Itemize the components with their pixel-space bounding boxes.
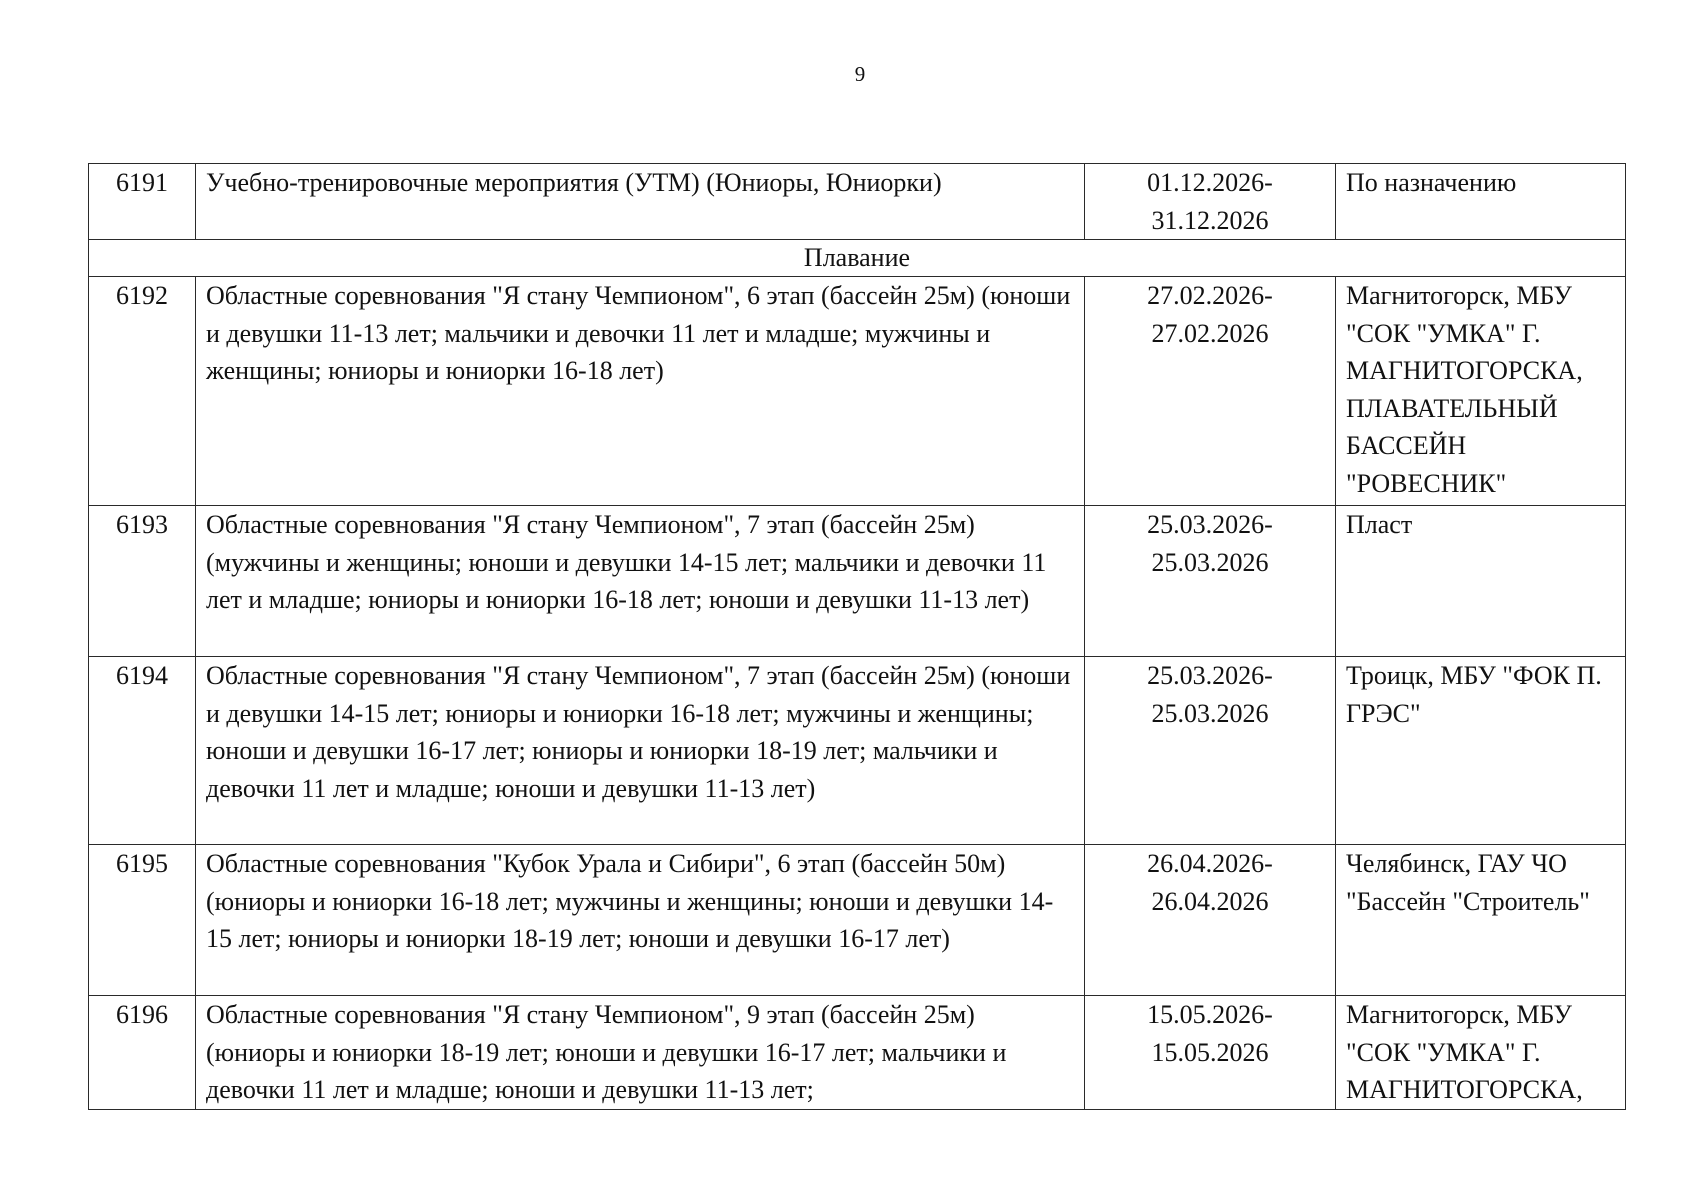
event-place: Троицк, МБУ "ФОК П. ГРЭС" [1336,657,1626,845]
table-row [89,277,1626,506]
date-from: 25.03.2026- [1147,661,1273,690]
event-place: По назначению [1336,164,1626,240]
date-to: 31.12.2026 [1151,205,1269,235]
event-description: Учебно-тренировочные мероприятия (УТМ) (Юниоры, Юниорки) [196,164,1085,240]
table-row [89,164,1626,240]
date-from: 27.02.2026- [1147,281,1273,310]
event-dates [1085,657,1336,845]
event-place: Магнитогорск, МБУ "СОК "УМКА" Г. МАГНИТОГОРСКА, ПЛАВАТЕЛЬНЫЙ БАССЕЙН "РОВЕСНИК" [1336,277,1626,506]
date-from: 26.04.2026- [1147,849,1273,878]
page-number: 9 [854,62,866,86]
table-row [89,506,1626,657]
event-description: Областные соревнования "Я стану Чемпионом", 7 этап (бассейн 25м) (юноши и девушки 14-15 лет; юниоры и юниорки 16-18 лет; мужчины и женщины; юноши и девушки 16-17 лет; юниоры и юниорки 18-19 лет; мальчики и девочки 11 лет и младше; юноши и девушки 11-13 лет) [196,657,1085,845]
event-dates [1085,996,1336,1110]
event-number: 6195 [89,845,196,996]
event-number: 6194 [89,657,196,845]
event-description: Областные соревнования "Я стану Чемпионом", 6 этап (бассейн 25м) (юноши и девушки 11-13 лет; мальчики и девочки 11 лет и младше; мужчины и женщины; юниоры и юниорки 16-18 лет) [196,277,1085,506]
date-to: 25.03.2026 [1151,698,1269,728]
date-to: 15.05.2026 [1151,1037,1269,1067]
table-row [89,657,1626,845]
event-dates [1085,845,1336,996]
event-dates [1085,277,1336,506]
date-to: 27.02.2026 [1151,318,1269,348]
event-number: 6196 [89,996,196,1110]
event-description: Областные соревнования "Я стану Чемпионом", 9 этап (бассейн 25м) (юниоры и юниорки 18-19 лет; юноши и девушки 16-17 лет; мальчики и девочки 11 лет и младше; юноши и девушки 11-13 лет; [196,996,1085,1110]
event-place: Магнитогорск, МБУ "СОК "УМКА" Г. МАГНИТОГОРСКА, [1336,996,1626,1110]
date-from: 15.05.2026- [1147,1000,1273,1029]
date-from: 01.12.2026- [1147,168,1273,197]
event-number: 6192 [89,277,196,506]
events-table [88,163,1626,1110]
event-dates [1085,506,1336,657]
date-to: 25.03.2026 [1151,547,1269,577]
section-header-row [89,240,1626,277]
event-number: 6193 [89,506,196,657]
event-place: Челябинск, ГАУ ЧО "Бассейн "Строитель" [1336,845,1626,996]
table-row [89,996,1626,1110]
event-place: Пласт [1336,506,1626,657]
date-to: 26.04.2026 [1151,886,1269,916]
event-description: Областные соревнования "Кубок Урала и Сибири", 6 этап (бассейн 50м) (юниоры и юниорки 16-18 лет; мужчины и женщины; юноши и девушки 14-15 лет; юниоры и юниорки 18-19 лет; юноши и девушки 16-17 лет) [196,845,1085,996]
section-title: Плавание [89,240,1626,277]
event-number: 6191 [89,164,196,240]
table-row [89,845,1626,996]
event-description: Областные соревнования "Я стану Чемпионом", 7 этап (бассейн 25м) (мужчины и женщины; юноши и девушки 14-15 лет; мальчики и девочки 11 лет и младше; юниоры и юниорки 16-18 лет; юноши и девушки 11-13 лет) [196,506,1085,657]
event-dates [1085,164,1336,240]
date-from: 25.03.2026- [1147,510,1273,539]
